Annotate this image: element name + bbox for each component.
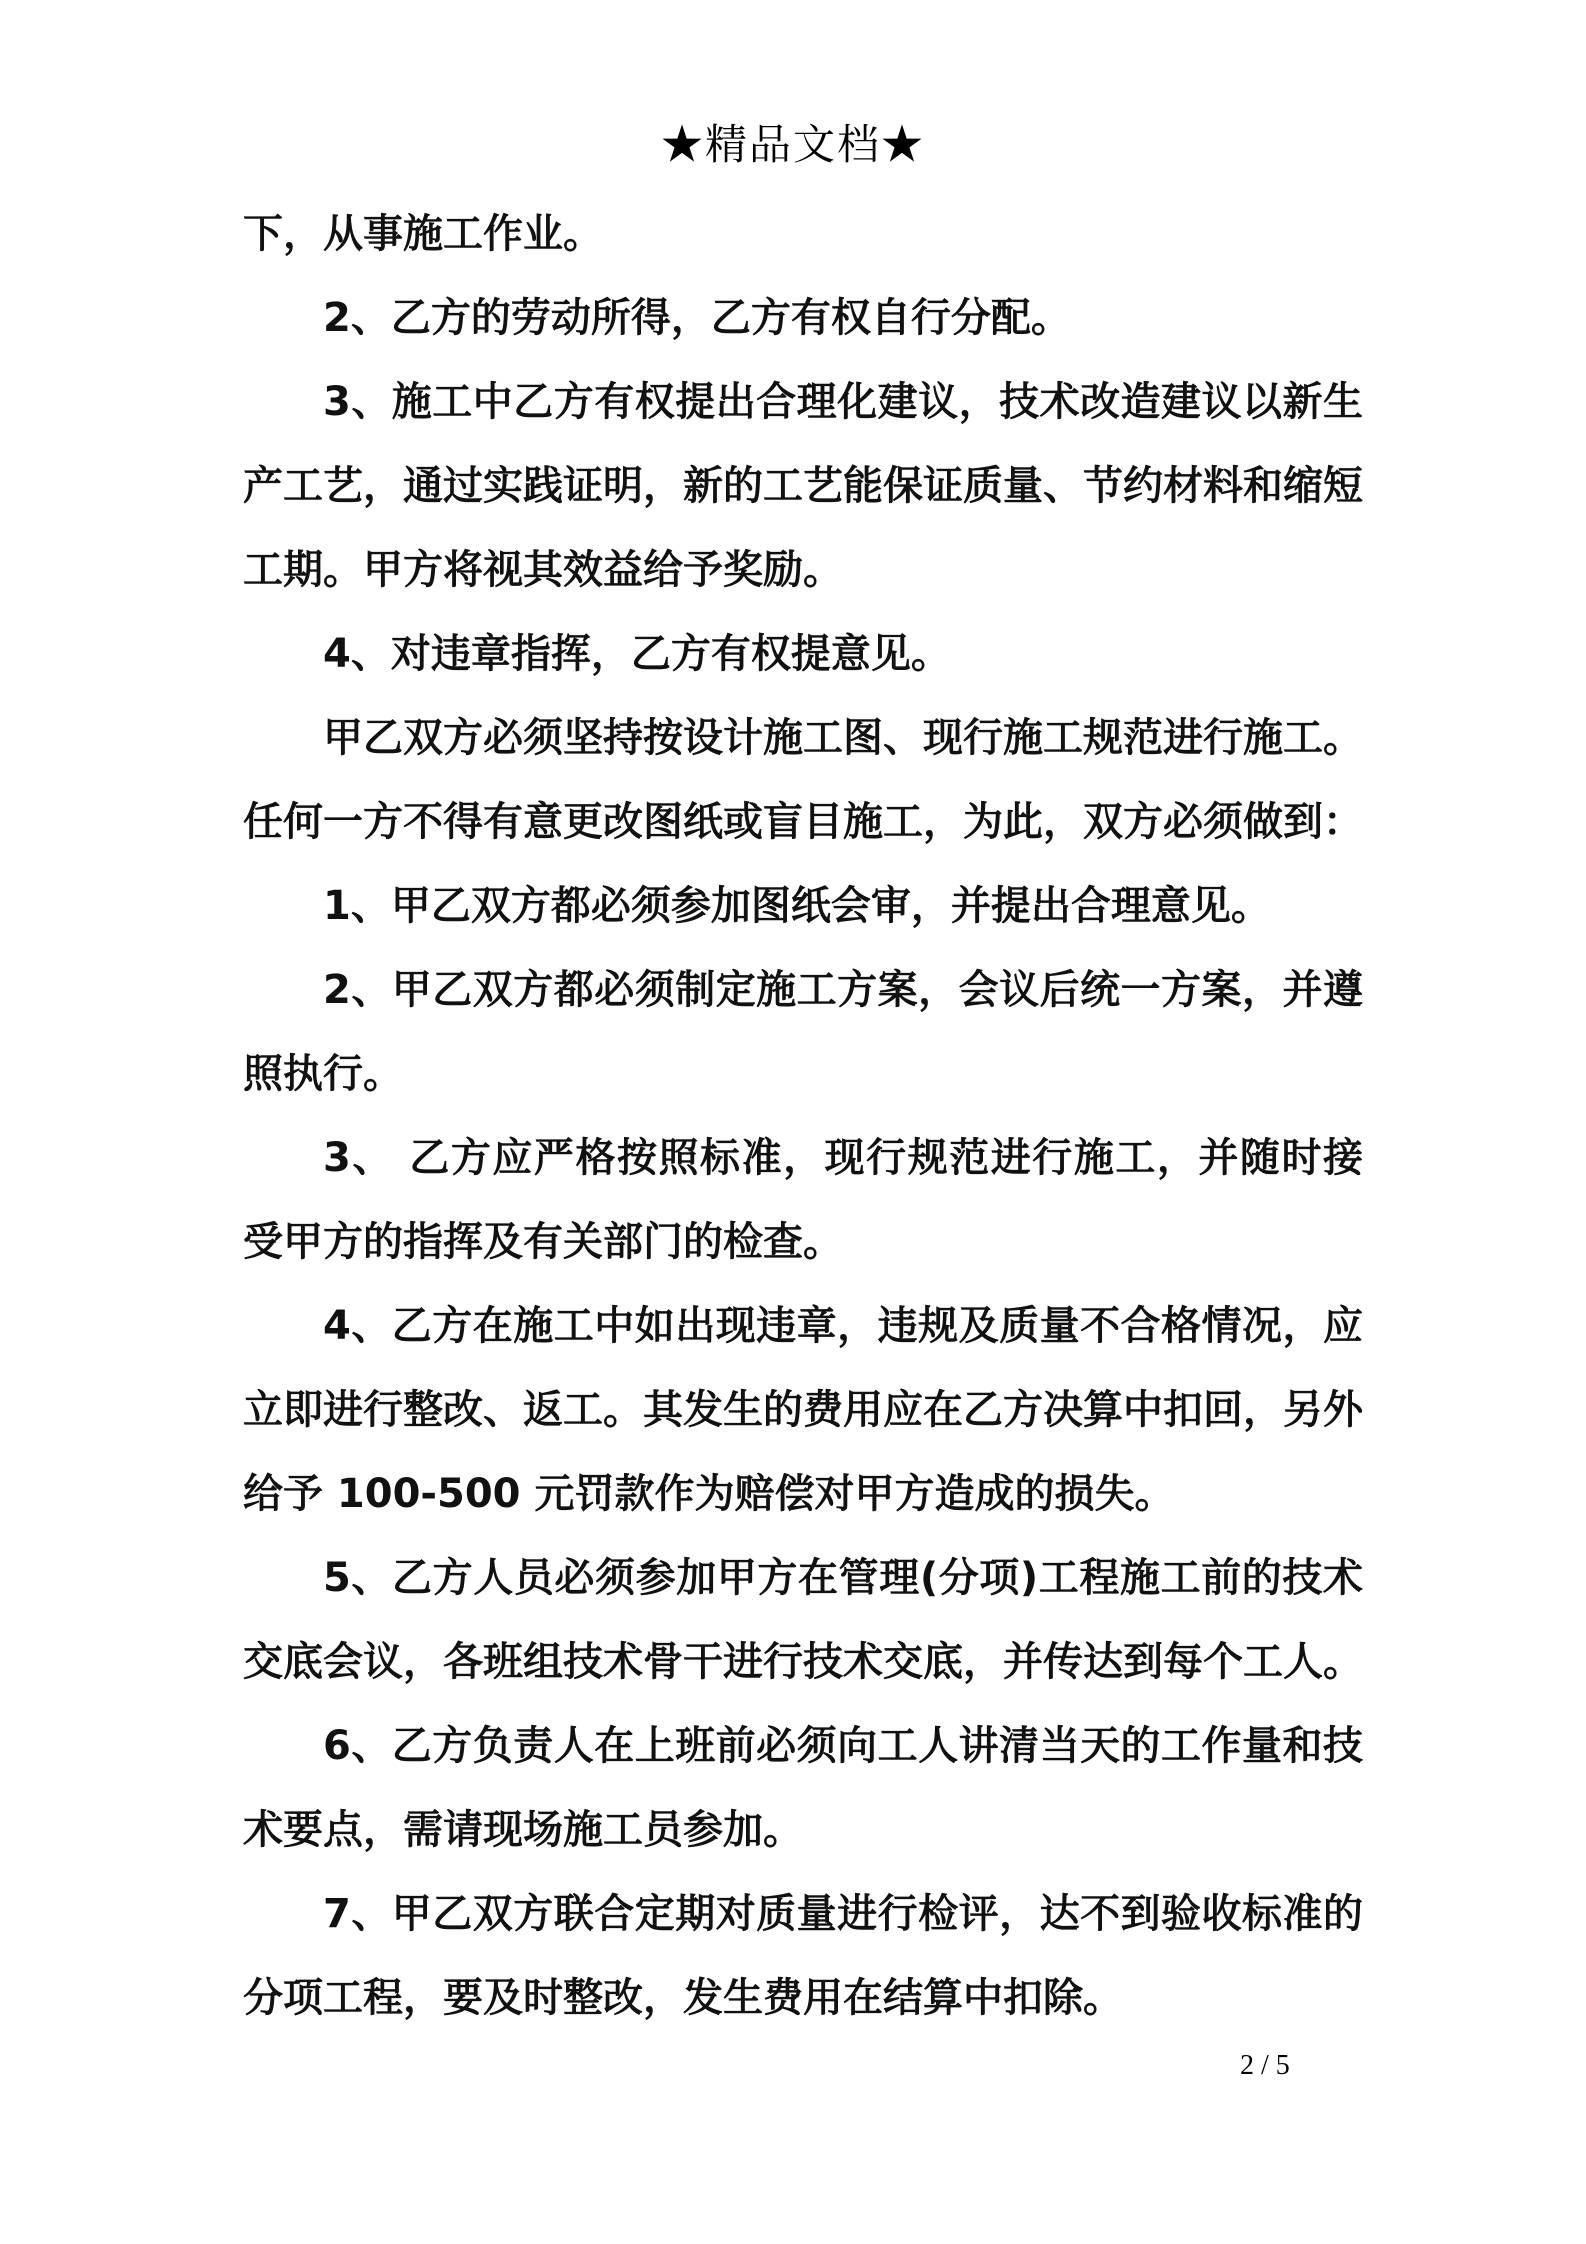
paragraph: 3、施工中乙方有权提出合理化建议，技术改造建议以新生产工艺，通过实践证明，新的工艺能保证质量、节约材料和缩短工期。甲方将视其效益给予奖励。: [243, 379, 1363, 593]
paragraph: 6、乙方负责人在上班前必须向工人讲清当天的工作量和技术要点，需请现场施工员参加。: [243, 1723, 1363, 1853]
paragraph: 2、甲乙双方都必须制定施工方案，会议后统一方案，并遵照执行。: [243, 967, 1363, 1097]
paragraph: 7、甲乙双方联合定期对质量进行检评，达不到验收标准的分项工程，要及时整改，发生费用在结算中扣除。: [243, 1891, 1363, 2021]
paragraph: 2、乙方的劳动所得，乙方有权自行分配。: [323, 295, 1071, 341]
page-header-title: ★精品文档★: [660, 120, 925, 169]
paragraph: 1、甲乙双方都必须参加图纸会审，并提出合理意见。: [323, 883, 1271, 929]
paragraph: 3、 乙方应严格按照标准，现行规范进行施工，并随时接受甲方的指挥及有关部门的检查。: [243, 1135, 1363, 1265]
paragraph: 4、乙方在施工中如出现违章，违规及质量不合格情况，应立即进行整改、返工。其发生的费用应在乙方决算中扣回，另外给予 100-500 元罚款作为赔偿对甲方造成的损失。: [243, 1303, 1363, 1517]
paragraph: 4、对违章指挥，乙方有权提意见。: [323, 631, 951, 677]
document-body: [243, 192, 1363, 2040]
page-number: 2 / 5: [1240, 2050, 1290, 2081]
paragraph-continuation: 下，从事施工作业。: [243, 211, 603, 257]
paragraph: 甲乙双方必须坚持按设计施工图、现行施工规范进行施工。任何一方不得有意更改图纸或盲目施工，为此，双方必须做到：: [243, 715, 1363, 845]
paragraph: 5、乙方人员必须参加甲方在管理(分项)工程施工前的技术交底会议，各班组技术骨干进行技术交底，并传达到每个工人。: [243, 1555, 1363, 1685]
